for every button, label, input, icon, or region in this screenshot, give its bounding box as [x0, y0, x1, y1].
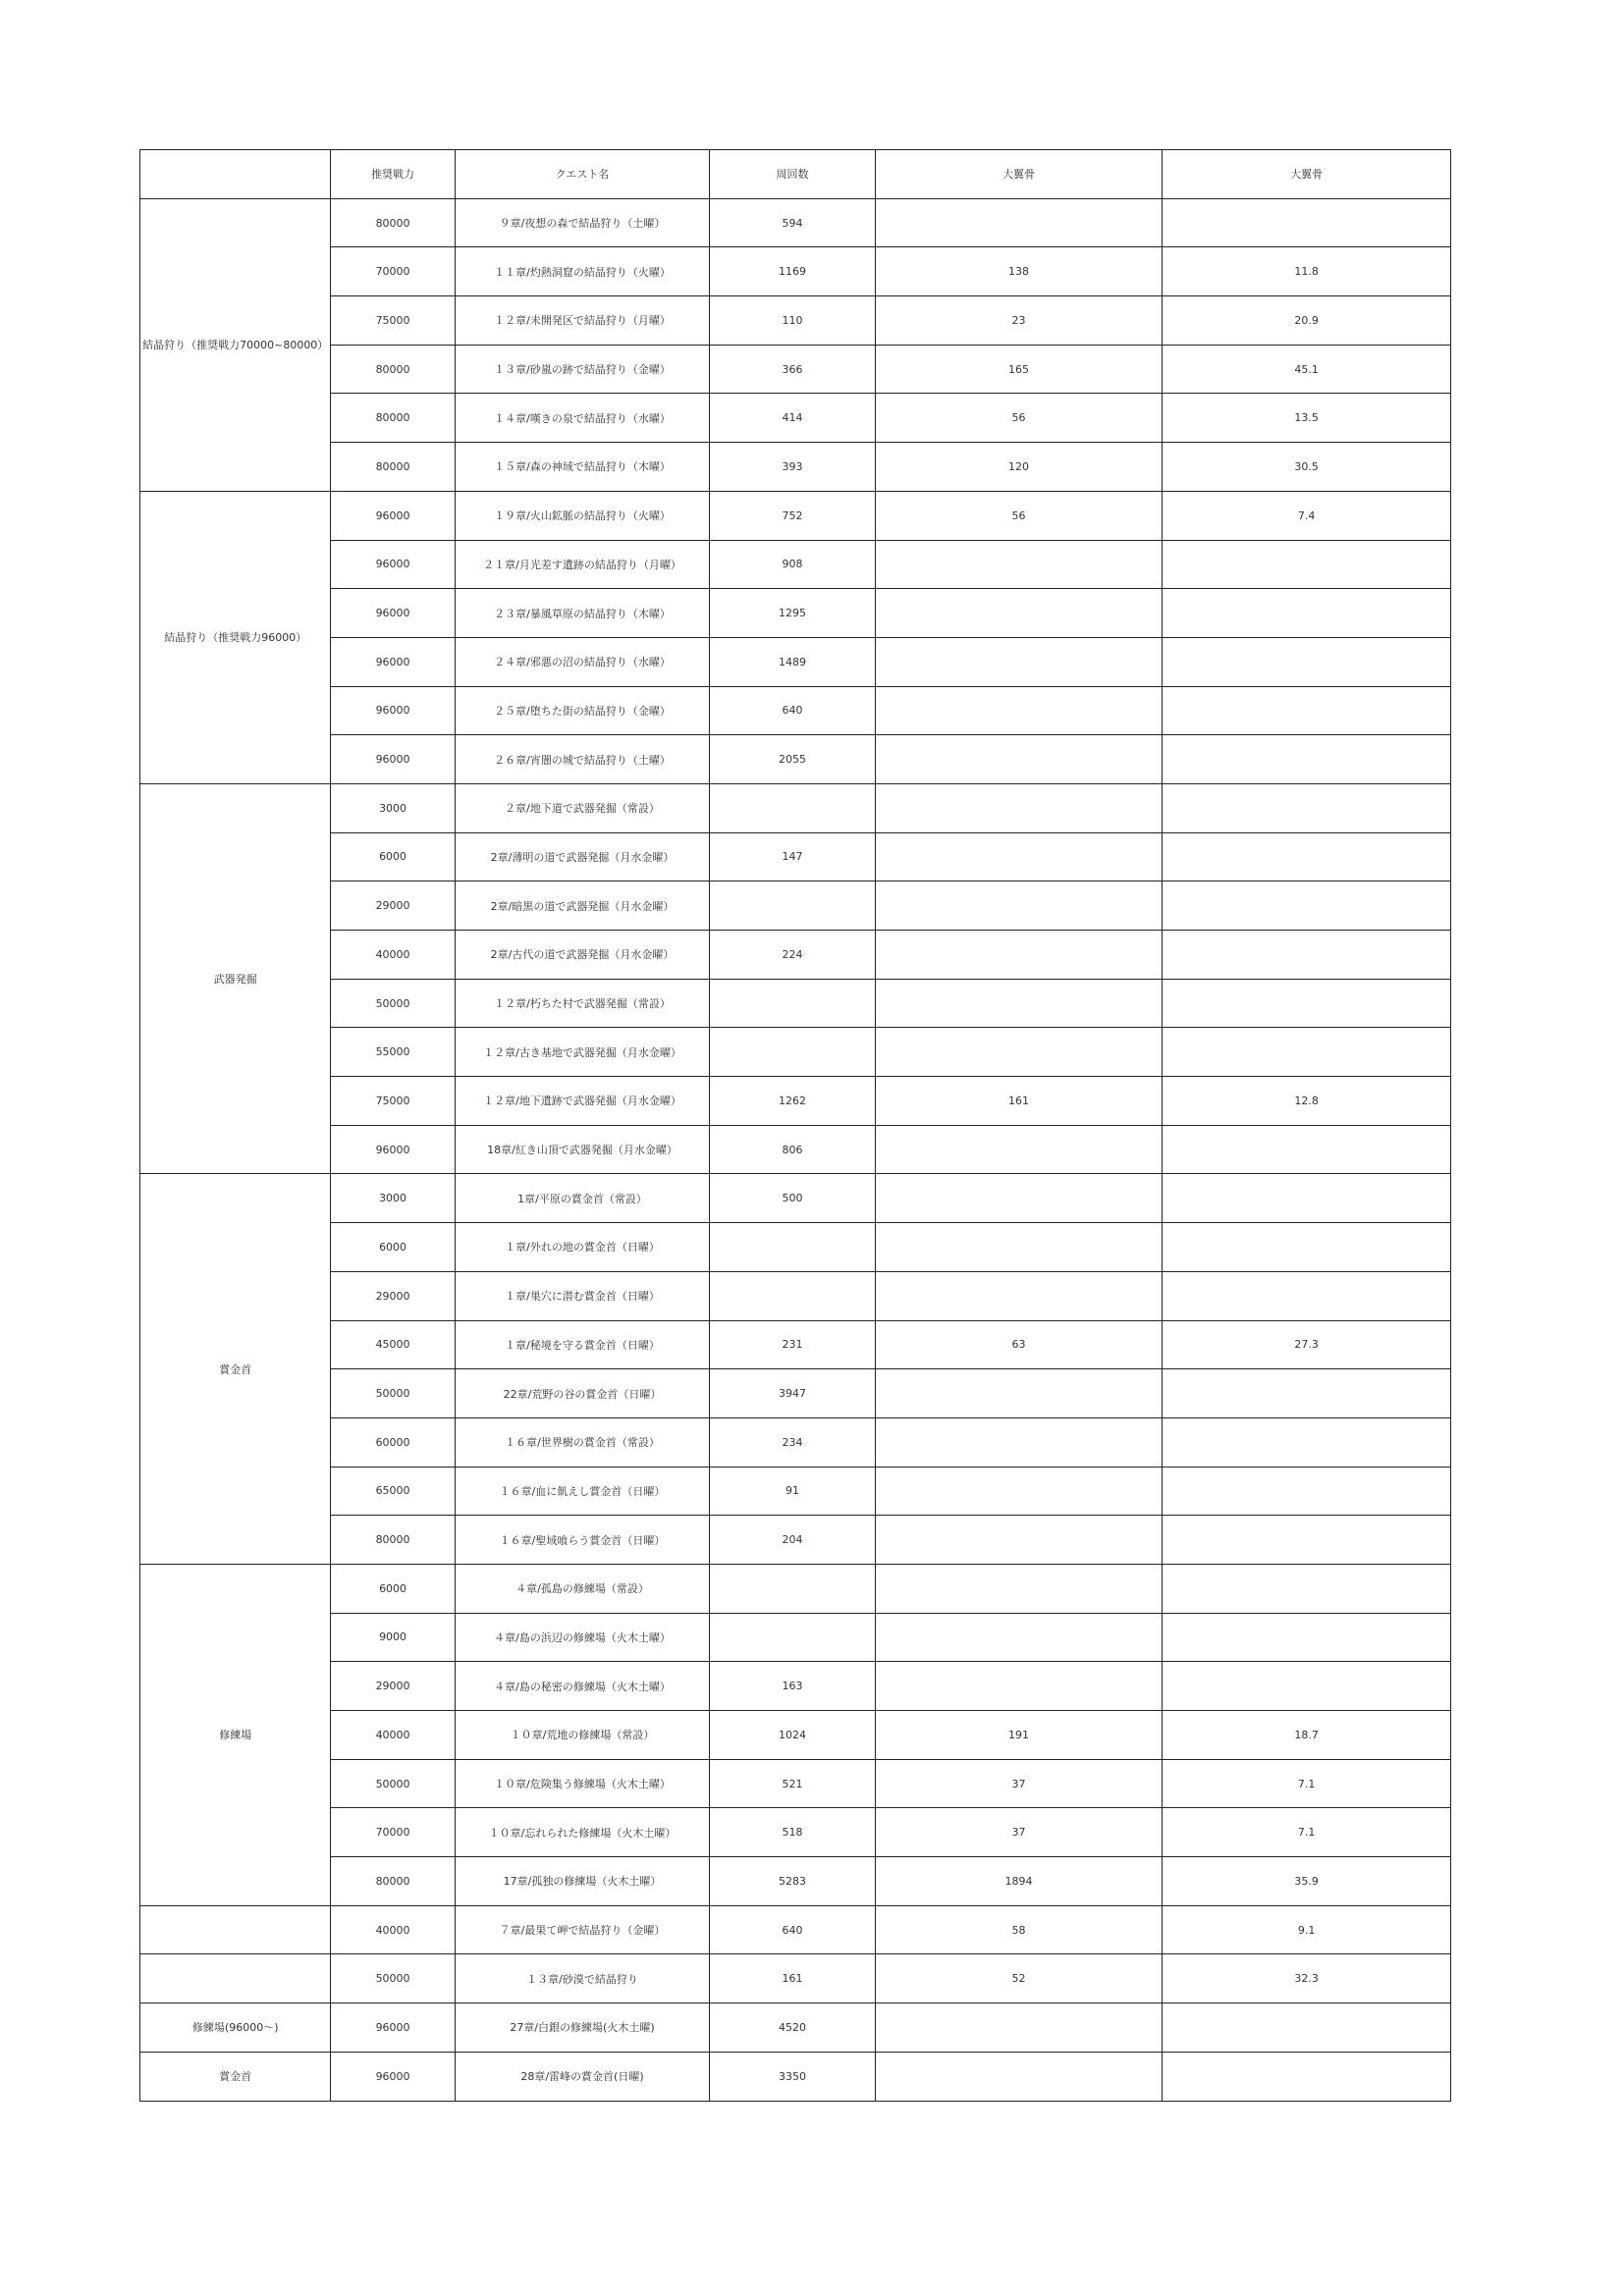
cell-count: 366	[710, 345, 875, 394]
cell-wing1: 37	[875, 1759, 1163, 1808]
group-label: 結晶狩り（推奨戦力96000）	[140, 491, 331, 783]
header-power: 推奨戦力	[331, 150, 455, 199]
cell-wing2: 12.8	[1163, 1077, 1451, 1126]
quest-table	[139, 149, 1451, 2102]
cell-quest: １０章/危険集う修練場（火木土曜）	[455, 1759, 710, 1808]
cell-count: 91	[710, 1467, 875, 1516]
table-row	[140, 1467, 1451, 1516]
cell-count	[710, 1564, 875, 1613]
cell-quest: １章/秘境を守る賞金首（日曜）	[455, 1320, 710, 1369]
cell-quest: ２章/地下道で武器発掘（常設）	[455, 783, 710, 832]
cell-wing2	[1163, 1223, 1451, 1272]
cell-wing1: 63	[875, 1320, 1163, 1369]
cell-wing2: 11.8	[1163, 247, 1451, 296]
cell-power: 80000	[331, 1516, 455, 1565]
table-row	[140, 2052, 1451, 2101]
cell-power: 80000	[331, 394, 455, 443]
cell-quest: 2章/薄明の道で武器発掘（月水金曜）	[455, 832, 710, 881]
cell-wing2	[1163, 1564, 1451, 1613]
table-body	[140, 198, 1451, 2101]
cell-wing1	[875, 540, 1163, 589]
cell-quest: １９章/火山鉱脈の結晶狩り（火曜）	[455, 491, 710, 540]
cell-wing2	[1163, 1516, 1451, 1565]
cell-wing1	[875, 1174, 1163, 1223]
table-row	[140, 589, 1451, 638]
table-row	[140, 735, 1451, 784]
table-row	[140, 1174, 1451, 1223]
cell-quest: 22章/荒野の谷の賞金首（日曜）	[455, 1369, 710, 1418]
cell-wing2: 7.4	[1163, 491, 1451, 540]
cell-wing1	[875, 735, 1163, 784]
cell-count: 806	[710, 1125, 875, 1174]
table-row	[140, 2003, 1451, 2053]
cell-power: 80000	[331, 345, 455, 394]
cell-count: 594	[710, 198, 875, 247]
table-row	[140, 881, 1451, 931]
cell-wing1	[875, 637, 1163, 686]
cell-wing2: 13.5	[1163, 394, 1451, 443]
cell-wing2	[1163, 1369, 1451, 1418]
cell-power: 3000	[331, 1174, 455, 1223]
cell-count: 1295	[710, 589, 875, 638]
cell-wing2: 9.1	[1163, 1905, 1451, 1954]
cell-power: 80000	[331, 443, 455, 492]
cell-wing1: 23	[875, 296, 1163, 346]
cell-quest: １１章/灼熱洞窟の結晶狩り（火曜）	[455, 247, 710, 296]
cell-wing2	[1163, 589, 1451, 638]
table-row	[140, 1613, 1451, 1662]
table-row	[140, 1417, 1451, 1467]
cell-count: 752	[710, 491, 875, 540]
table-row	[140, 1320, 1451, 1369]
group-label: 武器発掘	[140, 783, 331, 1174]
cell-wing1: 37	[875, 1808, 1163, 1857]
group-label: 修練場(96000～)	[140, 2003, 331, 2053]
cell-quest: 1章/平原の賞金首（常設）	[455, 1174, 710, 1223]
cell-count: 1169	[710, 247, 875, 296]
table-row	[140, 1711, 1451, 1760]
cell-power: 40000	[331, 1905, 455, 1954]
table-row	[140, 247, 1451, 296]
cell-count: 231	[710, 1320, 875, 1369]
cell-wing2: 7.1	[1163, 1808, 1451, 1857]
cell-wing1	[875, 2052, 1163, 2101]
cell-power: 40000	[331, 931, 455, 980]
cell-quest: １０章/忘れられた修練場（火木土曜）	[455, 1808, 710, 1857]
cell-count: 4520	[710, 2003, 875, 2053]
cell-count: 110	[710, 296, 875, 346]
cell-quest: ４章/島の浜辺の修練場（火木土曜）	[455, 1613, 710, 1662]
cell-quest: 18章/紅き山頂で武器発掘（月水金曜）	[455, 1125, 710, 1174]
cell-quest: ２６章/宵闇の城で結晶狩り（土曜）	[455, 735, 710, 784]
cell-wing1	[875, 589, 1163, 638]
cell-power: 80000	[331, 198, 455, 247]
cell-wing1	[875, 1125, 1163, 1174]
cell-count: 414	[710, 394, 875, 443]
cell-wing1	[875, 1369, 1163, 1418]
cell-wing2	[1163, 1174, 1451, 1223]
cell-power: 65000	[331, 1467, 455, 1516]
cell-power: 75000	[331, 296, 455, 346]
cell-power: 70000	[331, 1808, 455, 1857]
cell-wing1	[875, 931, 1163, 980]
table-row	[140, 1808, 1451, 1857]
cell-power: 60000	[331, 1417, 455, 1467]
cell-wing1	[875, 979, 1163, 1028]
table-row	[140, 686, 1451, 735]
table-row	[140, 1857, 1451, 1906]
cell-quest: １６章/世界樹の賞金首（常設）	[455, 1417, 710, 1467]
header-row	[140, 150, 1451, 199]
cell-wing1	[875, 1223, 1163, 1272]
group-label	[140, 1905, 331, 1954]
cell-wing2	[1163, 1467, 1451, 1516]
table-row	[140, 345, 1451, 394]
group-label: 修練場	[140, 1564, 331, 1905]
cell-power: 6000	[331, 1223, 455, 1272]
cell-wing2	[1163, 735, 1451, 784]
cell-power: 96000	[331, 637, 455, 686]
cell-count	[710, 1271, 875, 1320]
table-row	[140, 1125, 1451, 1174]
cell-power: 50000	[331, 1759, 455, 1808]
cell-quest: 27章/白銀の修練場(火木土曜)	[455, 2003, 710, 2053]
group-label: 結晶狩り（推奨戦力70000~80000）	[140, 198, 331, 491]
table-row	[140, 1077, 1451, 1126]
cell-quest: １２章/古き基地で武器発掘（月水金曜）	[455, 1028, 710, 1077]
cell-quest: １４章/嘆きの泉で結晶狩り（水曜）	[455, 394, 710, 443]
cell-power: 70000	[331, 247, 455, 296]
cell-quest: １５章/森の神域で結晶狩り（木曜）	[455, 443, 710, 492]
cell-count: 163	[710, 1662, 875, 1711]
cell-wing2: 20.9	[1163, 296, 1451, 346]
cell-wing1	[875, 198, 1163, 247]
cell-wing2	[1163, 881, 1451, 931]
cell-power: 3000	[331, 783, 455, 832]
table-row	[140, 394, 1451, 443]
cell-wing1	[875, 783, 1163, 832]
cell-wing2	[1163, 686, 1451, 735]
cell-wing2	[1163, 2052, 1451, 2101]
table-row	[140, 832, 1451, 881]
cell-wing2: 30.5	[1163, 443, 1451, 492]
cell-power: 6000	[331, 832, 455, 881]
cell-quest: １６章/血に飢えし賞金首（日曜）	[455, 1467, 710, 1516]
cell-wing2	[1163, 637, 1451, 686]
cell-wing1: 120	[875, 443, 1163, 492]
cell-count: 204	[710, 1516, 875, 1565]
cell-wing2: 18.7	[1163, 1711, 1451, 1760]
cell-quest: ４章/孤島の修練場（常設）	[455, 1564, 710, 1613]
table-row	[140, 491, 1451, 540]
cell-count: 640	[710, 1905, 875, 1954]
cell-power: 29000	[331, 881, 455, 931]
group-label: 賞金首	[140, 2052, 331, 2101]
cell-quest: ２１章/月光差す遺跡の結晶狩り（月曜）	[455, 540, 710, 589]
table-row	[140, 1954, 1451, 2003]
cell-quest: 2章/古代の道で武器発掘（月水金曜）	[455, 931, 710, 980]
cell-count: 224	[710, 931, 875, 980]
cell-power: 80000	[331, 1857, 455, 1906]
cell-wing2	[1163, 1028, 1451, 1077]
cell-wing1: 161	[875, 1077, 1163, 1126]
cell-power: 55000	[331, 1028, 455, 1077]
cell-count: 161	[710, 1954, 875, 2003]
cell-quest: ２３章/暴風草原の結晶狩り（木曜）	[455, 589, 710, 638]
cell-power: 96000	[331, 491, 455, 540]
cell-count	[710, 1613, 875, 1662]
cell-wing2	[1163, 783, 1451, 832]
cell-quest: １０章/荒地の修練場（常設）	[455, 1711, 710, 1760]
cell-count: 1024	[710, 1711, 875, 1760]
table-row	[140, 1028, 1451, 1077]
table-row	[140, 1564, 1451, 1613]
cell-wing2	[1163, 1125, 1451, 1174]
group-label	[140, 1954, 331, 2003]
table-row	[140, 1369, 1451, 1418]
cell-quest: ２４章/邪悪の沼の結晶狩り（水曜）	[455, 637, 710, 686]
cell-count: 2055	[710, 735, 875, 784]
cell-wing1: 138	[875, 247, 1163, 296]
cell-wing1: 56	[875, 394, 1163, 443]
cell-count	[710, 979, 875, 1028]
cell-wing1	[875, 881, 1163, 931]
table-row	[140, 443, 1451, 492]
cell-count: 1262	[710, 1077, 875, 1126]
cell-wing1	[875, 1662, 1163, 1711]
cell-wing2	[1163, 540, 1451, 589]
cell-quest: 17章/孤独の修練場（火木土曜）	[455, 1857, 710, 1906]
header-quest: クエスト名	[455, 150, 710, 199]
cell-quest: 28章/雷峰の賞金首(日曜)	[455, 2052, 710, 2101]
cell-power: 96000	[331, 686, 455, 735]
cell-count: 521	[710, 1759, 875, 1808]
cell-wing1	[875, 1613, 1163, 1662]
cell-count: 393	[710, 443, 875, 492]
cell-wing1	[875, 832, 1163, 881]
header-category	[140, 150, 331, 199]
cell-wing1	[875, 1271, 1163, 1320]
cell-quest: 2章/暗黒の道で武器発掘（月水金曜）	[455, 881, 710, 931]
cell-wing2	[1163, 1417, 1451, 1467]
cell-count: 147	[710, 832, 875, 881]
cell-wing1: 58	[875, 1905, 1163, 1954]
cell-wing2	[1163, 198, 1451, 247]
table-row	[140, 1905, 1451, 1954]
cell-wing1: 52	[875, 1954, 1163, 2003]
cell-quest: ２５章/堕ちた街の結晶狩り（金曜）	[455, 686, 710, 735]
cell-count: 518	[710, 1808, 875, 1857]
cell-count	[710, 1223, 875, 1272]
cell-quest: ４章/島の秘密の修練場（火木土曜）	[455, 1662, 710, 1711]
cell-wing2	[1163, 1271, 1451, 1320]
cell-count: 234	[710, 1417, 875, 1467]
cell-wing2: 27.3	[1163, 1320, 1451, 1369]
header-wing1: 大翼骨	[875, 150, 1163, 199]
cell-quest: １２章/未開発区で結晶狩り（月曜）	[455, 296, 710, 346]
cell-quest: １３章/砂漠で結晶狩り	[455, 1954, 710, 2003]
cell-power: 29000	[331, 1662, 455, 1711]
cell-count: 640	[710, 686, 875, 735]
cell-power: 29000	[331, 1271, 455, 1320]
table-row	[140, 296, 1451, 346]
cell-wing1	[875, 1516, 1163, 1565]
cell-quest: １２章/朽ちた村で武器発掘（常設）	[455, 979, 710, 1028]
cell-power: 96000	[331, 540, 455, 589]
table-row	[140, 1271, 1451, 1320]
table-row	[140, 1516, 1451, 1565]
cell-wing2	[1163, 2003, 1451, 2053]
group-label: 賞金首	[140, 1174, 331, 1565]
cell-count	[710, 1028, 875, 1077]
cell-count: 908	[710, 540, 875, 589]
table-row	[140, 783, 1451, 832]
cell-count	[710, 783, 875, 832]
cell-count: 5283	[710, 1857, 875, 1906]
cell-wing2	[1163, 1613, 1451, 1662]
table-row	[140, 1223, 1451, 1272]
cell-power: 96000	[331, 2052, 455, 2101]
cell-wing2: 7.1	[1163, 1759, 1451, 1808]
cell-quest: ７章/最果て岬で結晶狩り（金曜）	[455, 1905, 710, 1954]
cell-power: 96000	[331, 1125, 455, 1174]
table-row	[140, 931, 1451, 980]
cell-count: 3350	[710, 2052, 875, 2101]
cell-wing2: 35.9	[1163, 1857, 1451, 1906]
cell-power: 9000	[331, 1613, 455, 1662]
cell-wing1	[875, 1028, 1163, 1077]
cell-power: 50000	[331, 1954, 455, 2003]
cell-power: 6000	[331, 1564, 455, 1613]
cell-power: 50000	[331, 1369, 455, 1418]
cell-wing2: 32.3	[1163, 1954, 1451, 2003]
header-count: 周回数	[710, 150, 875, 199]
cell-wing2	[1163, 832, 1451, 881]
cell-wing1: 1894	[875, 1857, 1163, 1906]
cell-power: 40000	[331, 1711, 455, 1760]
cell-power: 96000	[331, 735, 455, 784]
cell-quest: １章/巣穴に潜む賞金首（日曜）	[455, 1271, 710, 1320]
cell-wing1	[875, 686, 1163, 735]
table-row	[140, 198, 1451, 247]
cell-wing2: 45.1	[1163, 345, 1451, 394]
cell-count: 1489	[710, 637, 875, 686]
cell-wing1	[875, 1467, 1163, 1516]
table-row	[140, 979, 1451, 1028]
cell-wing1: 165	[875, 345, 1163, 394]
table-row	[140, 637, 1451, 686]
cell-count	[710, 881, 875, 931]
cell-wing1	[875, 1417, 1163, 1467]
cell-power: 50000	[331, 979, 455, 1028]
cell-quest: １６章/聖域喰らう賞金首（日曜）	[455, 1516, 710, 1565]
cell-count: 500	[710, 1174, 875, 1223]
cell-quest: １２章/地下遺跡で武器発掘（月水金曜）	[455, 1077, 710, 1126]
cell-wing1	[875, 1564, 1163, 1613]
table-row	[140, 540, 1451, 589]
cell-quest: １章/外れの地の賞金首（日曜）	[455, 1223, 710, 1272]
cell-wing2	[1163, 1662, 1451, 1711]
cell-power: 96000	[331, 589, 455, 638]
cell-count: 3947	[710, 1369, 875, 1418]
header-wing2: 大翼骨	[1163, 150, 1451, 199]
cell-power: 45000	[331, 1320, 455, 1369]
cell-wing1: 56	[875, 491, 1163, 540]
cell-wing1: 191	[875, 1711, 1163, 1760]
table-row	[140, 1759, 1451, 1808]
table-row	[140, 1662, 1451, 1711]
cell-wing2	[1163, 979, 1451, 1028]
cell-power: 75000	[331, 1077, 455, 1126]
cell-quest: １３章/砂嵐の跡で結晶狩り（金曜）	[455, 345, 710, 394]
cell-wing2	[1163, 931, 1451, 980]
cell-quest: ９章/夜想の森で結晶狩り（土曜）	[455, 198, 710, 247]
cell-power: 96000	[331, 2003, 455, 2053]
cell-wing1	[875, 2003, 1163, 2053]
